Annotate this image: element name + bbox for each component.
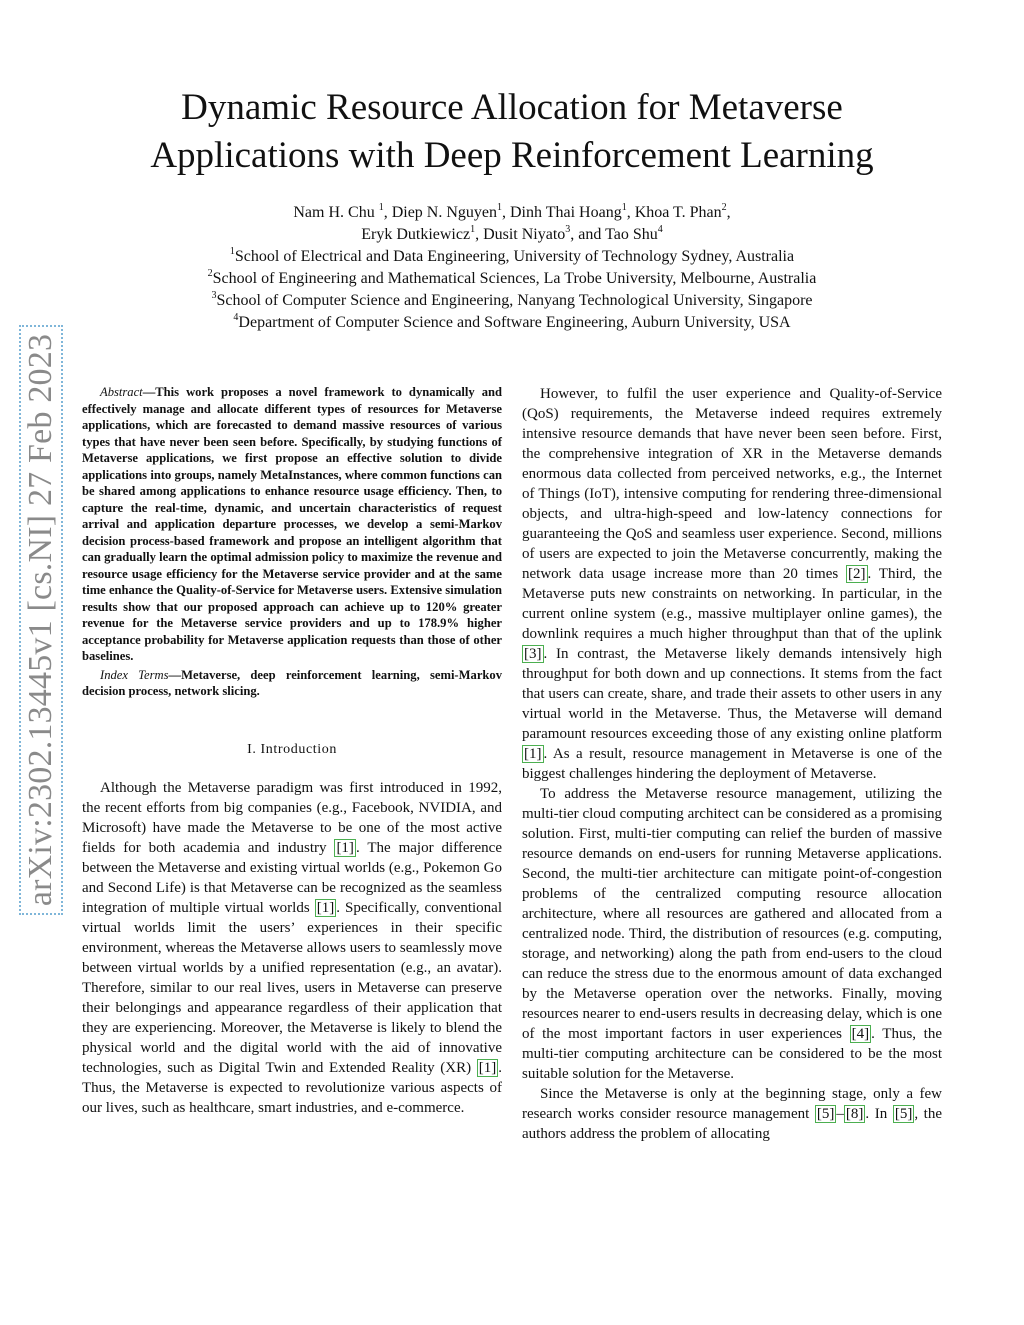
citation-link[interactable]: [1] [524,746,542,762]
author-name: Eryk Dutkiewicz [361,226,471,243]
index-terms-text: —Metaverse, deep reinforcement learning, semi-Markov decision process, network slicing. [82,667,503,698]
citation-link[interactable]: [1] [336,839,354,856]
section-heading-introduction: I. Introduction [247,741,337,757]
index-terms [82,667,502,700]
paragraph-text: . The major difference between the Metaverse and existing virtual worlds (e.g., Pokemon Go and Second Life) is that Metaverse can be recognized as the seamless integration of multiple virtual worlds [82,839,502,916]
author-name: , Dusit Niyato [475,226,566,243]
citation-link[interactable]: [1] [478,1059,497,1076]
intro-paragraph-4 [522,1084,942,1144]
affiliation-marker: 1 [497,201,502,213]
intro-paragraph-1 [82,778,502,1118]
title-line-2: Applications with Deep Reinforcement Learning [150,135,874,176]
citation-link[interactable]: [1] [316,899,335,916]
paragraph-text: . Thus, the Metaverse is expected to revolutionize various aspects of our lives, such as healthcare, smart industries, and e-commerce. [82,1059,502,1116]
citation-link[interactable]: [4] [851,1026,870,1042]
paragraph-text: – [836,1106,844,1122]
affiliation-text: School of Engineering and Mathematical Sciences, La Trobe University, Melbourne, Australia [212,270,817,287]
left-column [82,384,502,1118]
abstract-label: Abstract [100,385,143,399]
paragraph-text: Since the Metaverse is only at the beginning stage, only a few research works consider resource management [522,1086,942,1122]
abstract [82,384,502,665]
abstract-text: —This work proposes a novel framework to dynamically and effectively manage and allocate different types of resources for Metaverse applications, which are forecasted to demand massive resources of various types that have never been seen before. Specifically, by studying functions of Metaverse applications, we first propose an effective solution to divide applications into groups, namely MetaInstances, where common functions can be shared among applications to enhance resource usage efficiency. Then, to capture the real-time, dynamic, and uncertain characteristics of request arrival and application departure processes, we develop a semi-Markov decision process-based framework and propose an intelligent algorithm that can gradually learn the optimal admission policy to maximize the revenue and resource usage efficiency for the Metaverse service provider and at the same time enhance the Quality-of-Service for Metaverse users. Extensive simulation results show that our proposed approach can achieve up to 120% greater revenue for the Metaverse service providers and up to 178.9% higher acceptance probability for Metaverse application requests than those of other baselines. [82,385,502,663]
author-name: , Dinh Thai Hoang [502,204,622,221]
affiliation-marker: 1 [229,245,235,257]
paragraph-text: . Third, the Metaverse puts new constraints on networking. In particular, in the current online system (e.g., massive multiplayer online games), the downlink requires a much higher throughput than that of the uplink [522,566,942,642]
paragraph-text: To address the Metaverse resource management, utilizing the multi-tier cloud computing architect can be considered as a promising solution. First, multi-tier computing can relief the burden of massive resource demands on end-users for running Metaverse applications. Second, the multi-tier architecture can mitigate point-of-congestion problems of the centralized computing resource allocation architecture, where all resources are gathered and allocated from a centralized node. Third, the distribution of resources (e.g. computing, storage, and networking) along the path from end-users to the cloud can reduce the stress due to the enormous amount of data exchanged by the Metaverse operation over the networks. Finally, moving resources nearer to end-users results in decreasing delay, which is one of the most important factors in user experiences [522,786,942,1042]
affiliation-marker: 2 [207,267,213,279]
affiliation-text: School of Computer Science and Engineering, Nanyang Technological University, Singapore [216,292,813,309]
paragraph-text: . Specifically, conventional virtual worlds limit the users’ experiences in their specific environment, whereas the Metaverse allows users to seamlessly move between virtual worlds by a unified representation (e.g., an avatar). Therefore, similar to our real lives, users in Metaverse can preserve their belongings and appearance regardless of their application that they are experiencing. Moreover, the Metaverse is likely to blend the physical world and the digital world with the aid of innovative technologies, such as Digital Twin and Extended Reality (XR) [82,899,503,1076]
author-name: , and Tao Shu [570,226,658,243]
author-separator: , [726,204,731,221]
affiliation-3 [60,290,964,312]
affiliation-marker: 1 [621,201,627,213]
author-name: , Khoa T. Phan [626,204,722,221]
intro-paragraph-2 [522,384,942,784]
index-terms-label: Index Terms [100,667,169,682]
affiliation-text: Department of Computer Science and Software Engineering, Auburn University, USA [238,314,791,331]
paragraph-text: . As a result, resource management in Metaverse is one of the biggest challenges hindering the deployment of Metaverse. [522,746,942,782]
paragraph-text: Although the Metaverse paradigm was first introduced in 1992, the recent efforts from big companies (e.g., Facebook, NVIDIA, and Microsoft) have made the Metaverse to be one of the most active fields for both academia and industry [82,779,502,856]
affiliation-text: School of Electrical and Data Engineering, University of Technology Sydney, Australia [234,248,795,265]
citation-link[interactable]: [3] [524,646,542,662]
affiliation-2 [60,268,964,290]
affiliation-1 [60,246,964,268]
affiliation-marker: 1 [470,223,476,235]
paragraph-text: . In [865,1106,893,1122]
affiliation-marker: 3 [211,289,217,301]
arxiv-identifier: arXiv:2302.13445v1 [cs.NI] 27 Feb 2023 [22,333,59,907]
paragraph-text: , the authors address the problem of allocating [522,1106,943,1142]
citation-link[interactable]: [2] [848,566,866,582]
citation-link[interactable]: [5] [894,1106,913,1122]
paragraph-text: . Thus, the multi-tier computing architecture can be considered to be the most suitable solution for the Metaverse. [522,1026,942,1082]
paragraph-text: . In contrast, the Metaverse likely demands intensively high throughput for both down and up connections. It stems from the fact that users can create, share, and trade their assets to other users in any virtual world in the Metaverse. Thus, the Metaverse will demand paramount resources exceeding those of any existing online platform [522,646,942,742]
affiliation-4 [60,312,964,334]
affiliation-marker: 1 [378,201,384,213]
title-line-1: Dynamic Resource Allocation for Metaverse [181,87,843,128]
author-line-1 [60,202,964,224]
affiliation-marker: 2 [721,201,727,213]
paper-title [60,84,964,180]
intro-paragraph-3 [522,784,942,1084]
affiliation-marker: 4 [233,311,239,323]
citation-link[interactable]: [5] [816,1106,835,1122]
affiliation-marker: 4 [657,223,663,235]
author-name: Nam H. Chu [293,204,379,221]
arxiv-stamp [19,325,63,915]
author-block [60,202,964,334]
citation-link[interactable]: [8] [845,1106,864,1122]
affiliation-marker: 3 [565,223,571,235]
author-line-2 [60,224,964,246]
paragraph-text: However, to fulfil the user experience and Quality-of-Service (QoS) requirements, the Metaverse indeed requires extremely intensive resource demands that have never been seen before. First, the comprehensive integration of XR in the Metaverse demands enormous data collected from perceived networks, e.g., the Internet of Things (IoT), intensive computing for rendering three-dimensional objects, and ultra-high-speed and low-latency connections for guaranteeing the QoS and seamless user experience. Second, millions of users are expected to join the Metaverse concurrently, making the network data usage increase more than 20 times [522,386,942,582]
author-name: , Diep N. Nguyen [383,204,497,221]
right-column [522,384,942,1144]
